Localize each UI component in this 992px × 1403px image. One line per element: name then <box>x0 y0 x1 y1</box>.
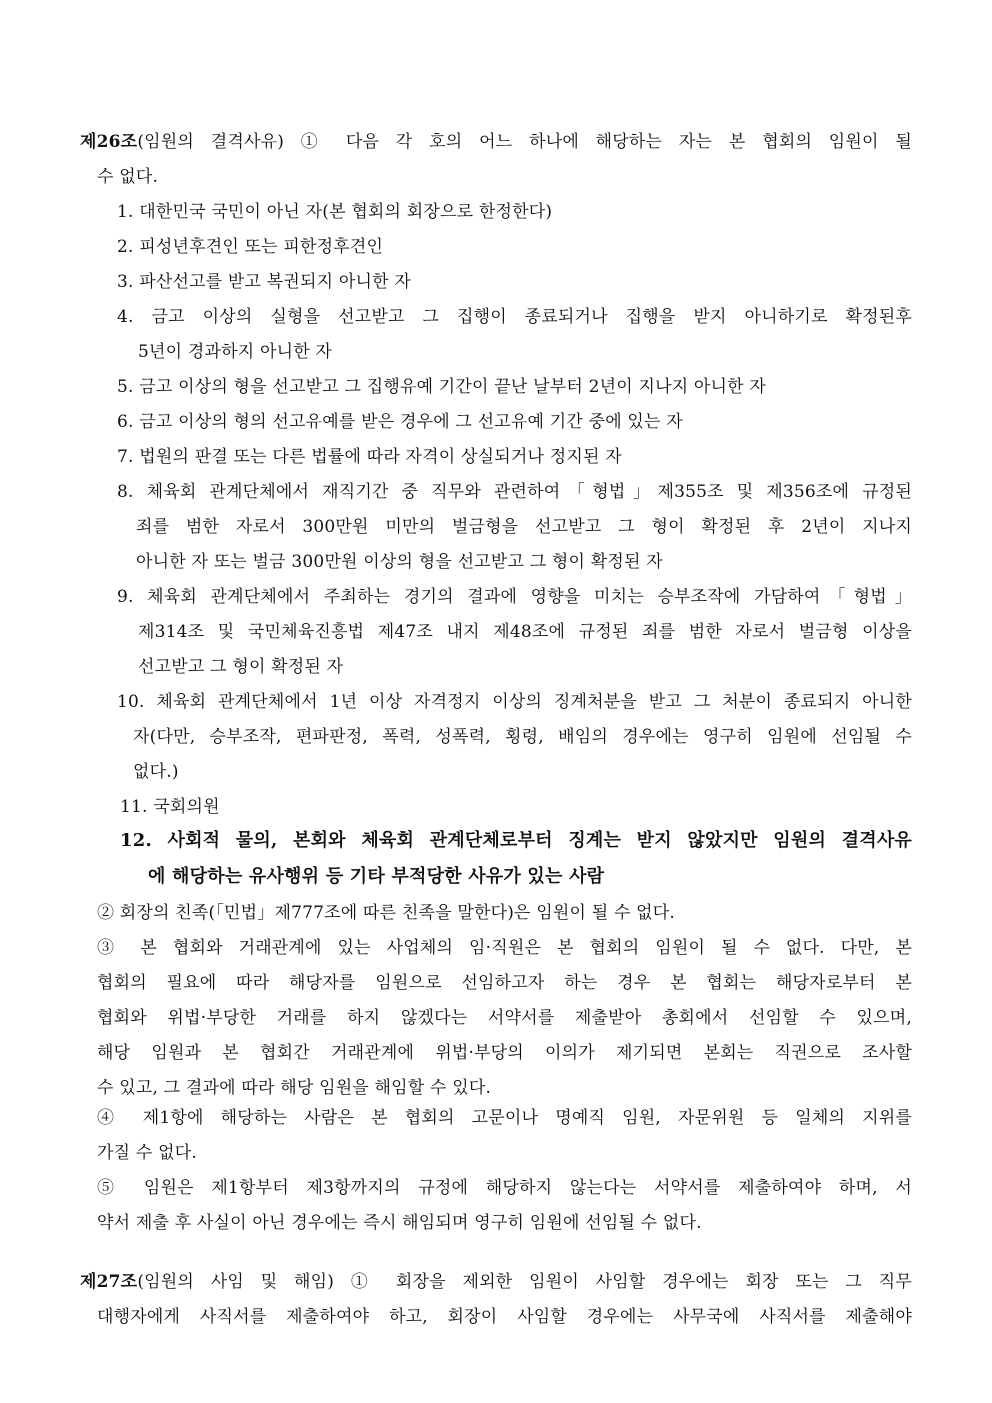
item-9-line3: 선고받고 그 형이 확정된 자 <box>138 657 344 677</box>
item-4-line2: 5년이 경과하지 아니한 자 <box>138 342 333 362</box>
item-1: 1. 대한민국 국민이 아닌 자(본 협회의 회장으로 한정한다) <box>117 202 553 222</box>
item-12-line1: 12. 사회적 물의, 본회와 체육회 관계단체로부터 징계는 받지 않았지만 임원의 결격사유 <box>120 830 912 851</box>
para-2: ② 회장의 친족(「민법」제777조에 따른 친족을 말한다)은 임원이 될 수 없다. <box>97 903 676 923</box>
item-8-line1: 8. 체육회 관계단체에서 재직기간 중 직무와 관련하여「형법」제355조 및 제356조에 규정된 <box>117 482 912 502</box>
item-9-line1: 9. 체육회 관계단체에서 주최하는 경기의 결과에 영향을 미치는 승부조작에 가담하여「형법」 <box>117 587 912 607</box>
item-9-line2: 제314조 및 국민체육진흥법 제47조 내지 제48조에 규정된 죄를 범한 자로서 벌금형 이상을 <box>138 622 912 642</box>
para-5-line2: 약서 제출 후 사실이 아닌 경우에는 즉시 해임되며 영구히 임원에 선임될 수 없다. <box>97 1213 702 1233</box>
article-26-para1-line1: ① 다음 각 호의 어느 하나에 해당하는 자는 본 협회의 임원이 될 <box>300 132 912 152</box>
article-26-number: 제26조 <box>80 132 138 152</box>
para-4-line2: 가질 수 없다. <box>97 1143 197 1163</box>
item-5: 5. 금고 이상의 형을 선고받고 그 집행유예 기간이 끝난 날부터 2년이 지나지 아니한 자 <box>117 377 767 397</box>
para-3-line3: 협회와 위법·부당한 거래를 하지 않겠다는 서약서를 제출받아 총회에서 선임할 수 있으며, <box>97 1008 912 1028</box>
item-10-line3: 없다.) <box>133 762 179 782</box>
para-3-line1: ③ 본 협회와 거래관계에 있는 사업체의 임·직원은 본 협회의 임원이 될 수 없다. 다만, 본 <box>97 938 912 958</box>
item-12-line2: 에 해당하는 유사행위 등 기타 부적당한 사유가 있는 사람 <box>148 866 605 887</box>
article-26-para1-line2: 수 없다. <box>97 167 159 187</box>
para-3-line4: 해당 임원과 본 협회간 거래관계에 위법·부당의 이의가 제기되면 본회는 직권으로 조사할 <box>97 1043 912 1063</box>
item-8-line3: 아니한 자 또는 벌금 300만원 이상의 형을 선고받고 그 형이 확정된 자 <box>136 552 663 572</box>
item-2: 2. 피성년후견인 또는 피한정후견인 <box>117 237 384 257</box>
article-27-heading <box>80 1271 912 1293</box>
para-5-line1: ⑤ 임원은 제1항부터 제3항까지의 규정에 해당하지 않는다는 서약서를 제출하여야 하며, 서 <box>97 1178 912 1198</box>
article-26-heading <box>80 131 912 153</box>
item-8-line2: 죄를 범한 자로서 300만원 미만의 벌금형을 선고받고 그 형이 확정된 후 2년이 지나지 <box>136 517 912 537</box>
item-10-line2: 자(다만, 승부조작, 편파판정, 폭력, 성폭력, 횡령, 배임의 경우에는 영구히 임원에 선임될 수 <box>133 727 912 747</box>
item-4-line1: 4. 금고 이상의 실형을 선고받고 그 집행이 종료되거나 집행을 받지 아니하기로 확정된후 <box>117 307 912 327</box>
para-3-line5: 수 있고, 그 결과에 따라 해당 임원을 해임할 수 있다. <box>97 1078 492 1098</box>
item-6: 6. 금고 이상의 형의 선고유예를 받은 경우에 그 선고유예 기간 중에 있는 자 <box>117 412 683 432</box>
article-27-para1-line1: ① 회장을 제외한 임원이 사임할 경우에는 회장 또는 그 직무 <box>350 1272 912 1292</box>
article-27-number: 제27조 <box>80 1272 138 1292</box>
item-10-line1: 10. 체육회 관계단체에서 1년 이상 자격정지 이상의 징계처분을 받고 그 처분이 종료되지 아니한 <box>117 692 912 712</box>
para-3-line2: 협회의 필요에 따라 해당자를 임원으로 선임하고자 하는 경우 본 협회는 해당자로부터 본 <box>97 973 912 993</box>
article-26-title: (임원의 결격사유) <box>137 132 285 152</box>
item-7: 7. 법원의 판결 또는 다른 법률에 따라 자격이 상실되거나 정지된 자 <box>117 447 622 467</box>
item-11: 11. 국회의원 <box>120 797 220 817</box>
item-3: 3. 파산선고를 받고 복권되지 아니한 자 <box>117 272 411 292</box>
article-27-title: (임원의 사임 및 해임) <box>137 1272 335 1292</box>
article-27-para1-line2: 대행자에게 사직서를 제출하여야 하고, 회장이 사임할 경우에는 사무국에 사직서를 제출해야 <box>97 1307 912 1327</box>
para-4-line1: ④ 제1항에 해당하는 사람은 본 협회의 고문이나 명예직 임원, 자문위원 등 일체의 지위를 <box>97 1108 912 1128</box>
